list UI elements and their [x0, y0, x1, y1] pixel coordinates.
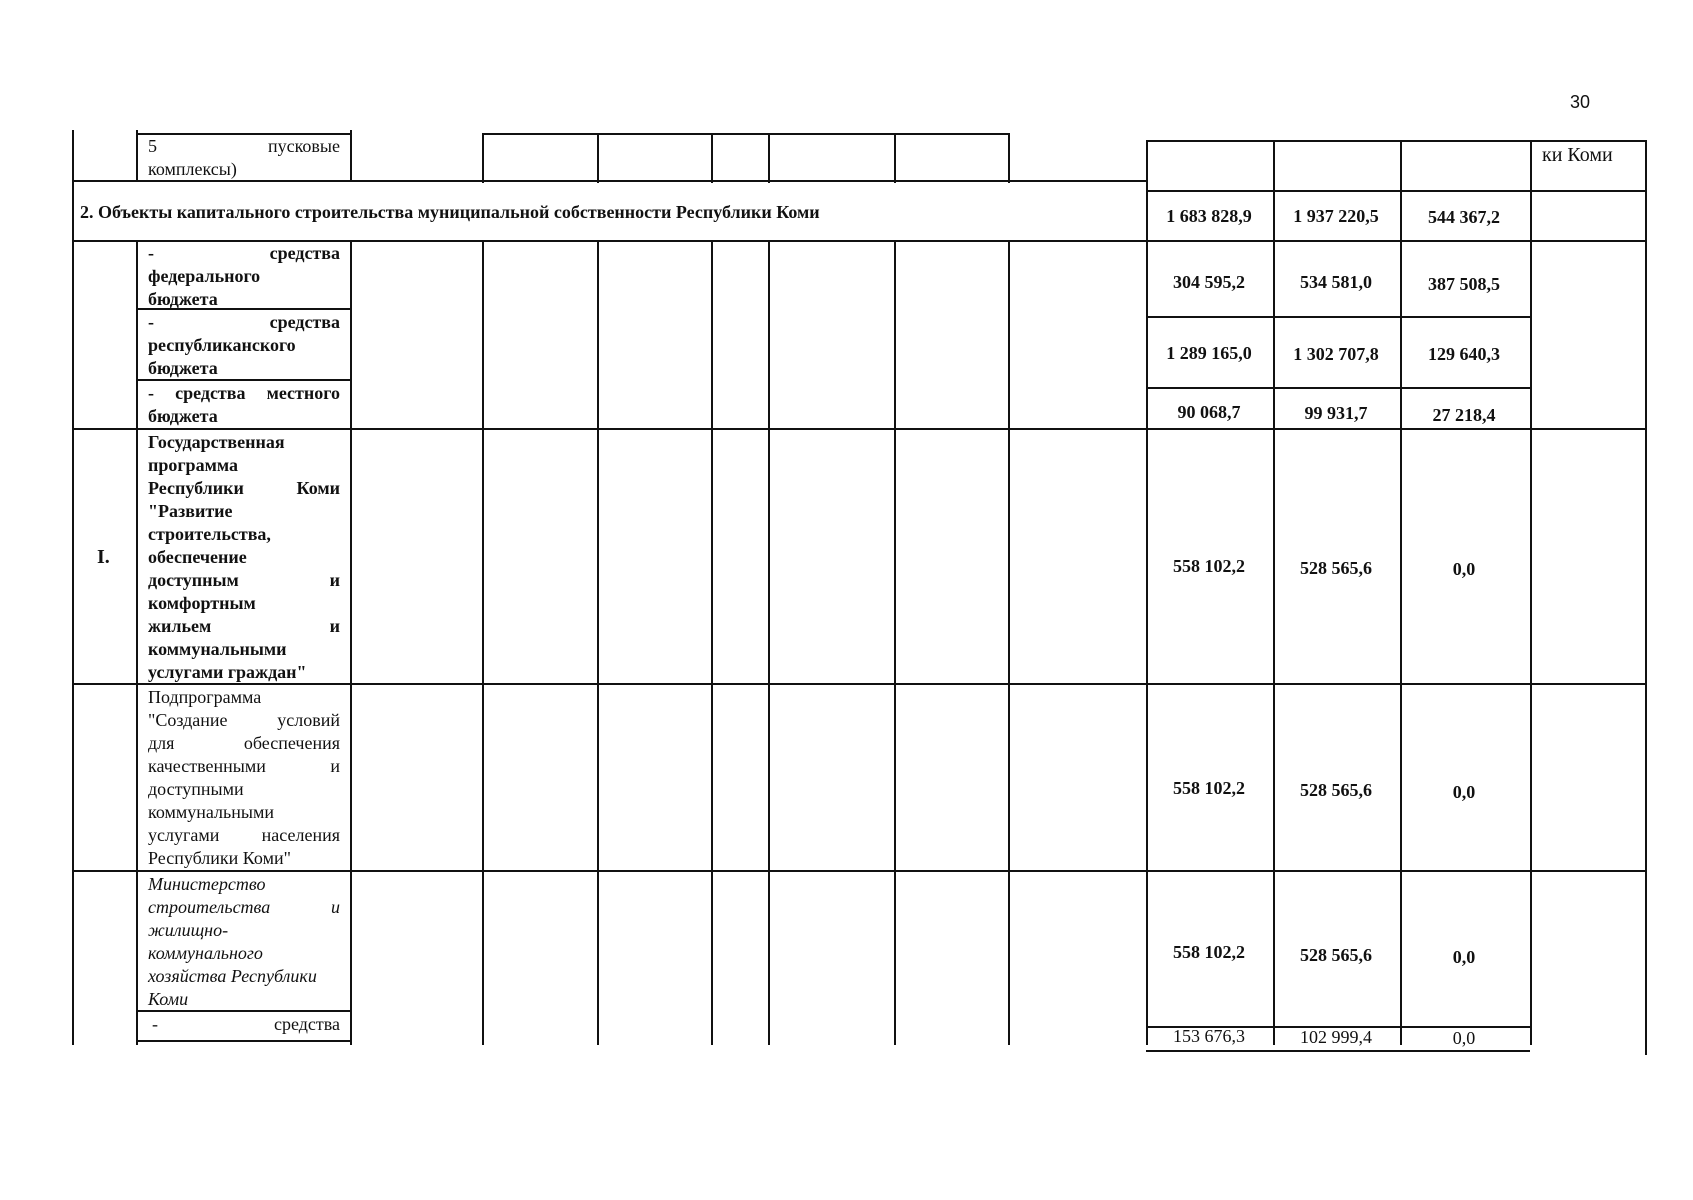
row-value: 129 640,3 — [1428, 344, 1500, 364]
row-value: 528 565,6 — [1300, 945, 1372, 965]
row-value: 1 289 165,0 — [1166, 343, 1252, 363]
fragment-line-1: 5 пусковые — [148, 136, 340, 156]
row-value: 534 581,0 — [1300, 272, 1372, 292]
section-total-1: 1 683 828,9 — [1166, 206, 1252, 226]
row-number: I. — [97, 546, 110, 568]
row-value: 153 676,3 — [1173, 1026, 1245, 1046]
fragment-line-2: комплексы) — [148, 159, 237, 179]
page-number: 30 — [1570, 92, 1591, 112]
row-value: 102 999,4 — [1300, 1027, 1372, 1047]
row-value: 0,0 — [1452, 782, 1476, 802]
row-value: 0,0 — [1452, 559, 1476, 579]
row-value: 528 565,6 — [1300, 780, 1372, 800]
row-label: - средства — [152, 1014, 340, 1034]
row-value: 528 565,6 — [1300, 558, 1372, 578]
row-value: 304 595,2 — [1173, 272, 1245, 292]
row-value: 558 102,2 — [1173, 778, 1245, 798]
row-value: 387 508,5 — [1428, 274, 1500, 294]
row-value: 0,0 — [1452, 1028, 1476, 1048]
row-label: Государственная программа Республики Коми "Развитие строительства, обеспечение доступным и комфортным жильем и коммунальными услугами граждан" — [148, 432, 340, 682]
row-value: 0,0 — [1452, 947, 1476, 967]
row-label: Подпрограмма "Создание условий для обеспечения качественными и доступными коммунальными услугами населения Республики Коми" — [148, 687, 340, 868]
row-value: 558 102,2 — [1173, 942, 1245, 962]
section-title: 2. Объекты капитального строительства муниципальной собственности Республики Коми — [80, 202, 820, 222]
section-total-3: 544 367,2 — [1428, 207, 1500, 227]
row-value: 90 068,7 — [1177, 402, 1241, 422]
row-value: 558 102,2 — [1173, 556, 1245, 576]
row-label: - средства местного бюджета — [148, 383, 340, 426]
section-total-2: 1 937 220,5 — [1293, 206, 1379, 226]
row-label: - средства республиканского бюджета — [148, 312, 340, 378]
row-value: 27 218,4 — [1432, 405, 1496, 425]
row-label: - средства федерального бюджета — [148, 243, 340, 309]
fragment-name-cell — [148, 135, 340, 181]
row-value: 99 931,7 — [1304, 403, 1368, 423]
fragment-right-cell: ки Коми — [1542, 144, 1613, 166]
row-label: Министерство строительства и жилищно- коммунального хозяйства Республики Коми — [148, 874, 340, 1009]
row-value: 1 302 707,8 — [1293, 344, 1379, 364]
